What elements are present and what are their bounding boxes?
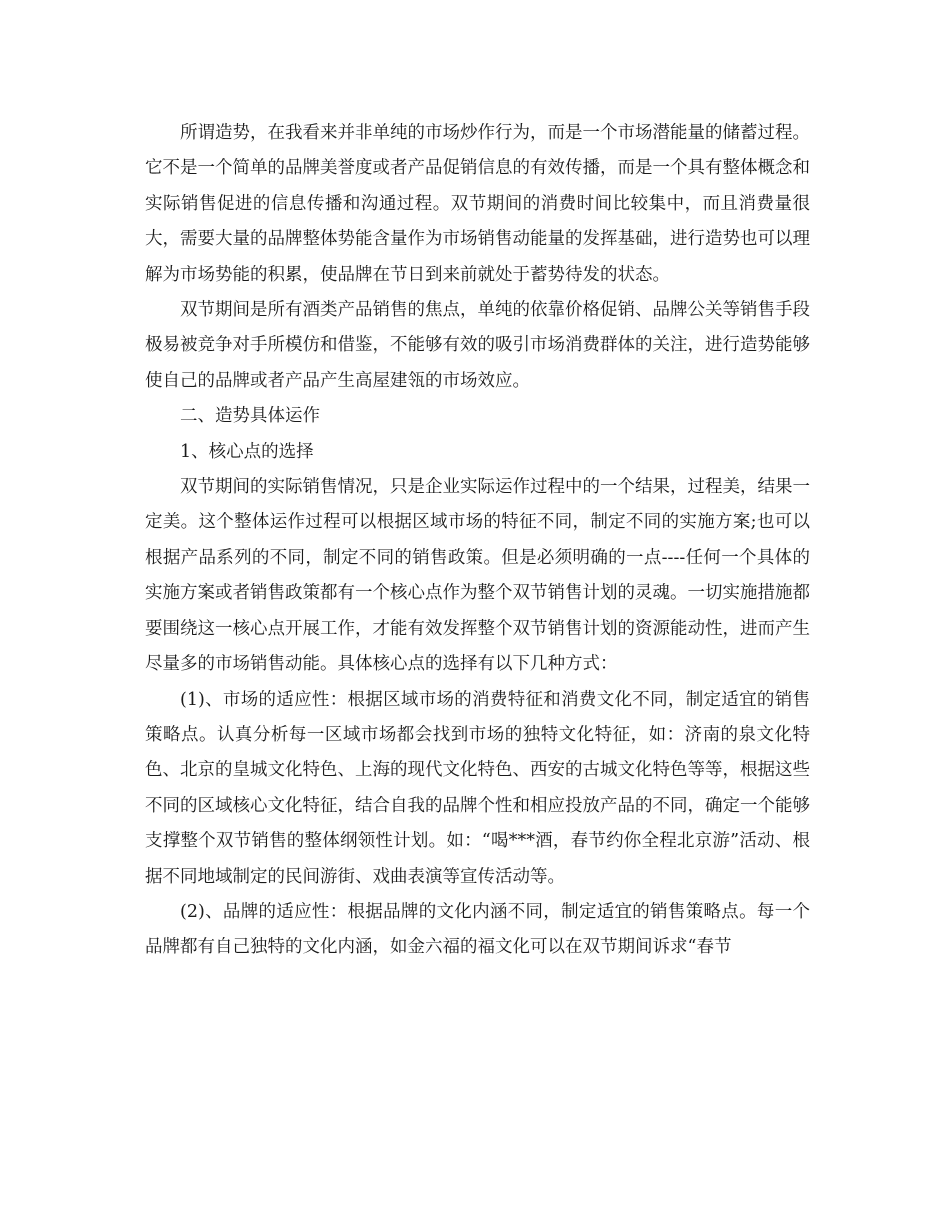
paragraph-festival-focus: 双节期间是所有酒类产品销售的焦点，单纯的依靠价格促销、品牌公关等销售手段极易被竞争对手所模仿和借鉴，不能够有效的吸引市场消费群体的关注，进行造势能够使自己的品牌或者产品产生高屋建瓴的市场效应。 xyxy=(145,300,810,391)
subsection-heading: 1、核心点的选择 xyxy=(180,441,314,462)
paragraph-market-adaptability: (1)、市场的适应性：根据区域市场的消费特征和消费文化不同，制定适宜的销售策略点。认真分析每一区域市场都会找到市场的独特文化特征，如：济南的泉文化特色、北京的皇城文化特色、上海的现代文化特色、西安的古城文化特色等等，根据这些不同的区域核心文化特征，结合自我的品牌个性和相应投放产品的不同，确定一个能够支撑整个双节销售的整体纲领性计划。如：“喝***酒，春节约你全程北京游”活动、根据不同地域制定的民间游街、戏曲表演等宣传活动等。 xyxy=(145,689,810,887)
section-heading: 二、造势具体运作 xyxy=(180,406,320,427)
paragraph-brand-adaptability: (2)、品牌的适应性：根据品牌的文化内涵不同，制定适宜的销售策略点。每一个品牌都有自己独特的文化内涵，如金六福的福文化可以在双节期间诉求“春节 xyxy=(145,901,810,958)
document-body xyxy=(145,116,810,966)
paragraph-core-point: 双节期间的实际销售情况，只是企业实际运作过程中的一个结果，过程美，结果一定美。这个整体运作过程可以根据区域市场的特征不同，制定不同的实施方案;也可以根据产品系列的不同，制定不同的销售政策。但是必须明确的一点----任何一个具体的实施方案或者销售政策都有一个核心点作为整个双节销售计划的灵魂。一切实施措施都要围绕这一核心点开展工作，才能有效发挥整个双节销售计划的资源能动性，进而产生尽量多的市场销售动能。具体核心点的选择有以下几种方式： xyxy=(145,477,810,675)
paragraph-intro: 所谓造势，在我看来并非单纯的市场炒作行为，而是一个市场潜能量的储蓄过程。它不是一个简单的品牌美誉度或者产品促销信息的有效传播，而是一个具有整体概念和实际销售促进的信息传播和沟通过程。双节期间的消费时间比较集中，而且消费量很大，需要大量的品牌整体势能含量作为市场销售动能量的发挥基础，进行造势也可以理解为市场势能的积累，使品牌在节日到来前就处于蓄势待发的状态。 xyxy=(145,123,810,285)
